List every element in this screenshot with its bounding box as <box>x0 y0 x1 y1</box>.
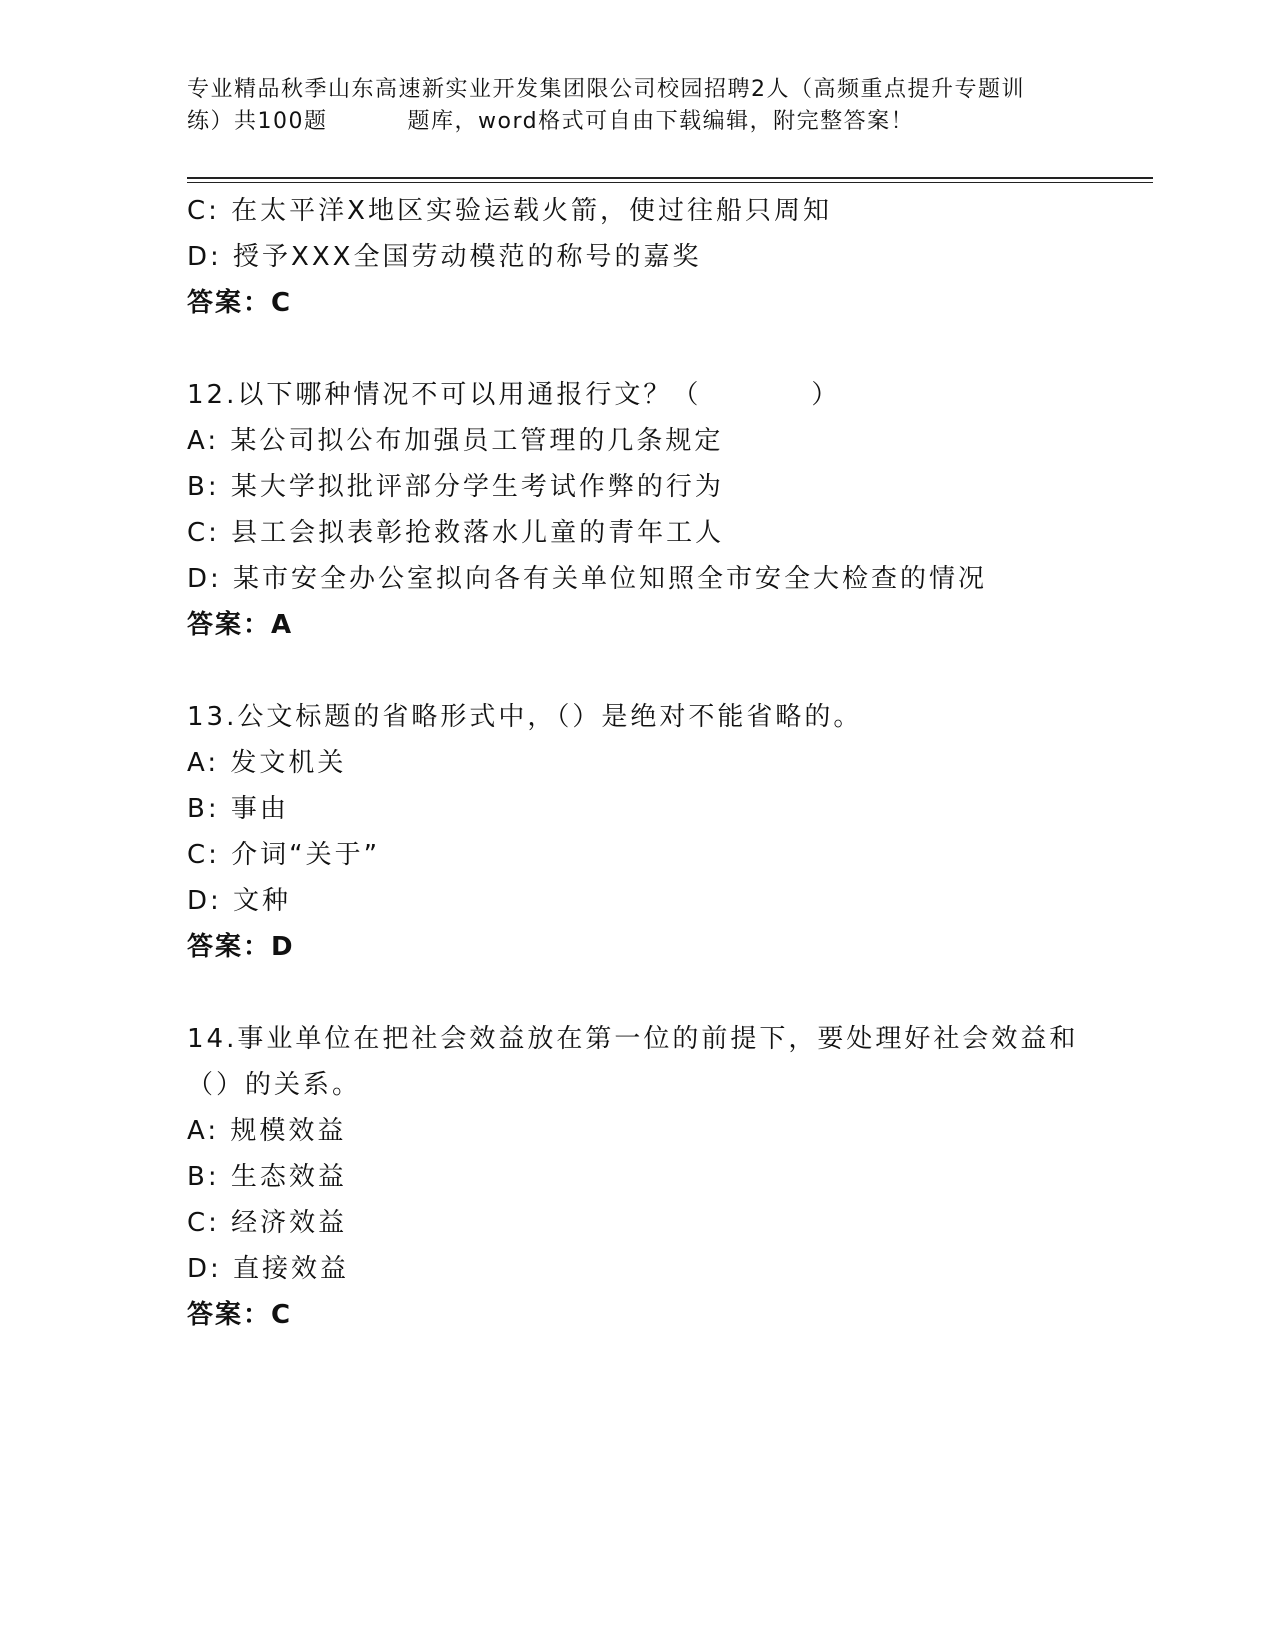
option-d: D: 文种 <box>187 886 292 916</box>
answer-line: 答案：A <box>187 610 294 640</box>
question-12-stem: 12.以下哪种情况不可以用通报行文？（ <box>187 380 702 410</box>
option-b: B: 事由 <box>187 794 289 824</box>
option-b: B: 生态效益 <box>187 1162 347 1192</box>
option-c: C: 经济效益 <box>187 1208 348 1238</box>
header-line-2-a: 练）共100题 <box>187 109 328 134</box>
option-a: A: 某公司拟公布加强员工管理的几条规定 <box>187 426 724 456</box>
option-d: D: 某市安全办公室拟向各有关单位知照全市安全大检查的情况 <box>187 564 988 594</box>
document-header <box>187 74 1087 138</box>
answer-line: 答案：C <box>187 288 293 318</box>
question-13-stem: 13.公文标题的省略形式中，（）是绝对不能省略的。 <box>187 702 863 732</box>
option-c: C: 在太平洋X地区实验运载火箭，使过往船只周知 <box>187 196 832 226</box>
question-12-paren-close: ） <box>811 380 841 410</box>
answer-line: 答案：C <box>187 1300 293 1330</box>
header-line-2-b: 题库，word格式可自由下载编辑，附完整答案！ <box>407 109 915 134</box>
question-stem <box>187 372 1087 418</box>
header-line-2 <box>187 106 1087 138</box>
header-rule-thick <box>187 177 1153 179</box>
option-c: C: 介词“关于” <box>187 840 381 870</box>
option-d: D: 授予XXX全国劳动模范的称号的嘉奖 <box>187 242 702 272</box>
option-b: B: 某大学拟批评部分学生考试作弊的行为 <box>187 472 724 502</box>
answer-line: 答案：D <box>187 932 295 962</box>
header-line-1: 专业精品秋季山东高速新实业开发集团限公司校园招聘2人（高频重点提升专题训 <box>187 77 1025 102</box>
question-14-stem-line-2: （）的关系。 <box>187 1070 362 1100</box>
header-rule-thin <box>187 182 1153 183</box>
option-c: C: 县工会拟表彰抢救落水儿童的青年工人 <box>187 518 725 548</box>
option-d: D: 直接效益 <box>187 1254 350 1284</box>
question-list <box>187 188 1087 1338</box>
option-a: A: 发文机关 <box>187 748 347 778</box>
question-14-stem-line-1: 14.事业单位在把社会效益放在第一位的前提下，要处理好社会效益和 <box>187 1024 1079 1054</box>
option-a: A: 规模效益 <box>187 1116 347 1146</box>
